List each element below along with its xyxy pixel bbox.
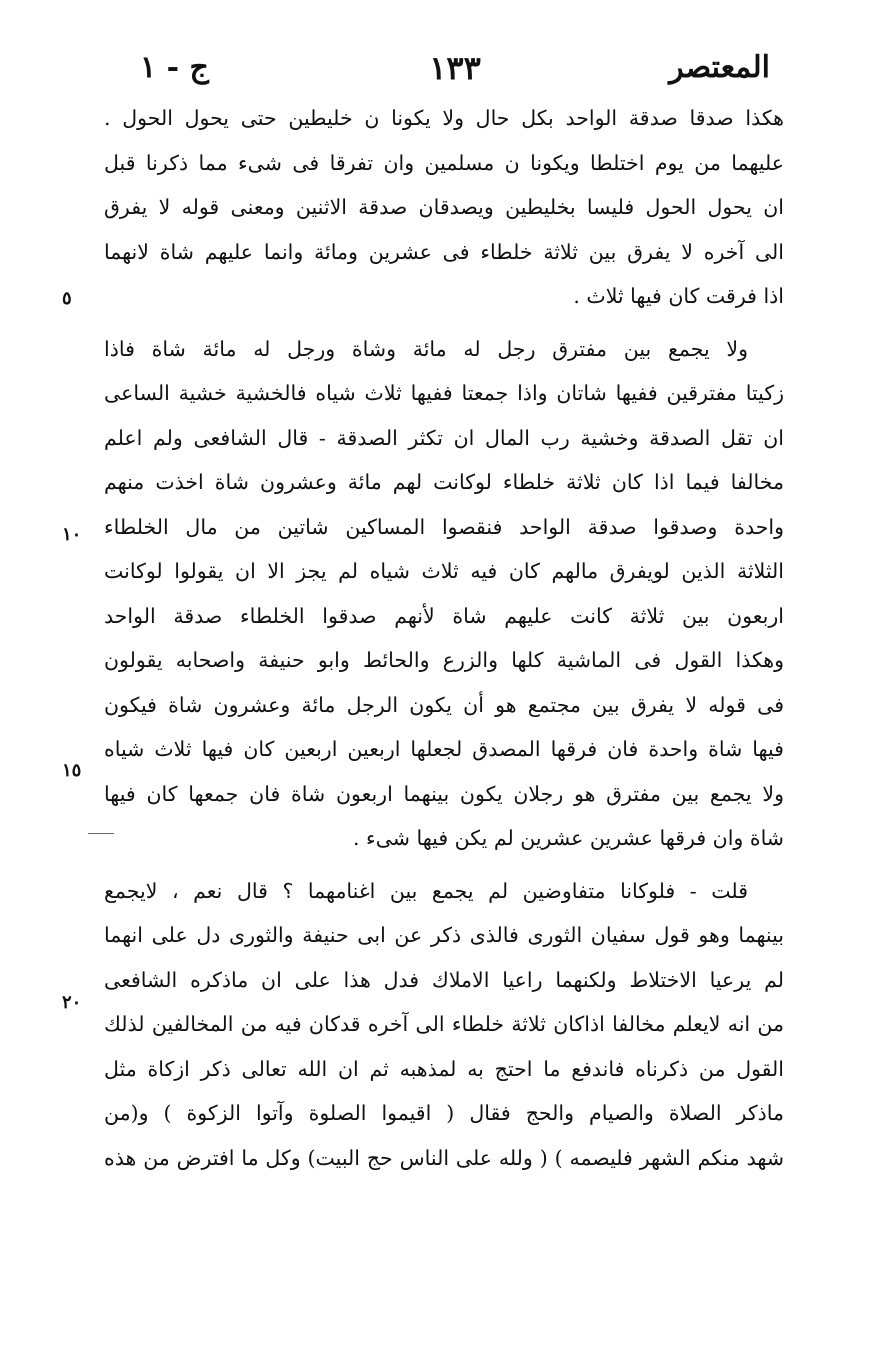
text-line: ولا يجمع بين مفترق رجل له مائة وشاة ورجل له مائة شاة فاذا bbox=[104, 336, 748, 361]
text-line: ماذكر الصلاة والصيام والحج فقال ( اقيموا الصلوة وآتوا الزكوة ) و(من bbox=[104, 1101, 784, 1125]
volume-label: ج - ١ bbox=[140, 50, 209, 85]
text-line: واحدة وصدقوا صدقة الواحد فنقصوا المساكين شاتين من مال الخلطاء bbox=[104, 514, 784, 539]
text-line: فى قوله لا يفرق بين مجتمع هو أن يكون الرجل مائة وعشرون شاة فيكون bbox=[104, 692, 784, 717]
line-number-15: ١٥ bbox=[62, 760, 82, 781]
text-line: شاة وان فرقها عشرين عشرين لم يكن فيها شىء . bbox=[353, 826, 784, 850]
text-line: ان يحول الحول فليسا بخليطين ويصدقان صدقة الاثنين ومعنى قوله لا يفرق bbox=[104, 195, 784, 219]
text-line: لم يرعيا الاختلاط ولكنهما راعيا الاملاك فدل هذا على ان ماذكره الشافعى bbox=[104, 967, 784, 992]
page-header bbox=[140, 44, 770, 100]
text-line: ان تقل الصدقة وخشية رب المال ان تكثر الصدقة - قال الشافعى ولم اعلم bbox=[104, 425, 784, 450]
text-line: من انه لايعلم مخالفا اذاكان ثلاثة خلطاء الى آخره قدكان فيه من المخالفين لذلك bbox=[104, 1012, 784, 1036]
text-line: الثلاثة الذين لويفرق مالهم كان فيه ثلاث شياه لم يجز الا ان يقولوا لوكانت bbox=[104, 559, 784, 583]
line-number-10: ١٠ bbox=[62, 524, 82, 545]
text-line: اربعون بين ثلاثة كانت عليهم شاة لأنهم صدقوا الخلطاء صدقة الواحد bbox=[104, 603, 784, 628]
text-line: مخالفا فيما اذا كان ثلاثة خلطاء لوكانت لهم مائة وعشرون شاة اخذت منهم bbox=[104, 470, 784, 494]
book-title: المعتصر bbox=[669, 50, 770, 85]
line-number-5: ٥ bbox=[62, 288, 72, 309]
text-line: شهد منكم الشهر فليصمه ) ( ولله على الناس حج البيت) وكل ما افترض من هذه bbox=[104, 1145, 784, 1170]
text-line: وهكذا القول فى الماشية كلها والزرع والحائط وابو حنيفة واصحابه يقولون bbox=[104, 648, 784, 672]
text-line: هكذا صدقا صدقة الواحد بكل حال ولا يكونا ن خليطين حتى يحول الحول . bbox=[104, 106, 784, 130]
text-line: فيها شاة واحدة فان فرقها المصدق لجعلها اربعين اربعين كان فيها ثلاث شياه bbox=[104, 737, 784, 761]
text-line: بينهما وهو قول سفيان الثورى فالذى ذكر عن ابى حنيفة والثورى دل على انهما bbox=[104, 923, 784, 947]
text-line: القول من ذكرناه فاندفع ما احتج به لمذهبه ثم ان الله تعالى ذكر ازكاة مثل bbox=[104, 1056, 784, 1081]
text-line: ولا يجمع بين مفترق هو رجلان يكون بينهما اربعون شاة فان جمعها كان فيها bbox=[104, 781, 784, 806]
page-number: ١٣٣ bbox=[429, 49, 481, 87]
text-line: قلت - فلوكانا متفاوضين لم يجمع بين اغنامهما ؟ قال نعم ، لايجمع bbox=[104, 878, 748, 903]
text-line: عليهما من يوم اختلطا ويكونا ن مسلمين وان تفرقا فى شىء مما ذكرنا قبل bbox=[104, 150, 784, 175]
main-text bbox=[104, 96, 784, 1180]
text-line: اذا فرقت كان فيها ثلاث . bbox=[573, 284, 784, 308]
text-line: زكيتا مفترقين ففيها شاتان واذا جمعتا ففيها ثلاث شياه فالخشية خشية الساعى bbox=[104, 381, 784, 405]
line-number-20: ٢٠ bbox=[62, 992, 82, 1013]
text-line: الى آخره لا يفرق بين ثلاثة خلطاء فى عشرين ومائة وانما عليهم شاة لانهما bbox=[104, 239, 784, 264]
